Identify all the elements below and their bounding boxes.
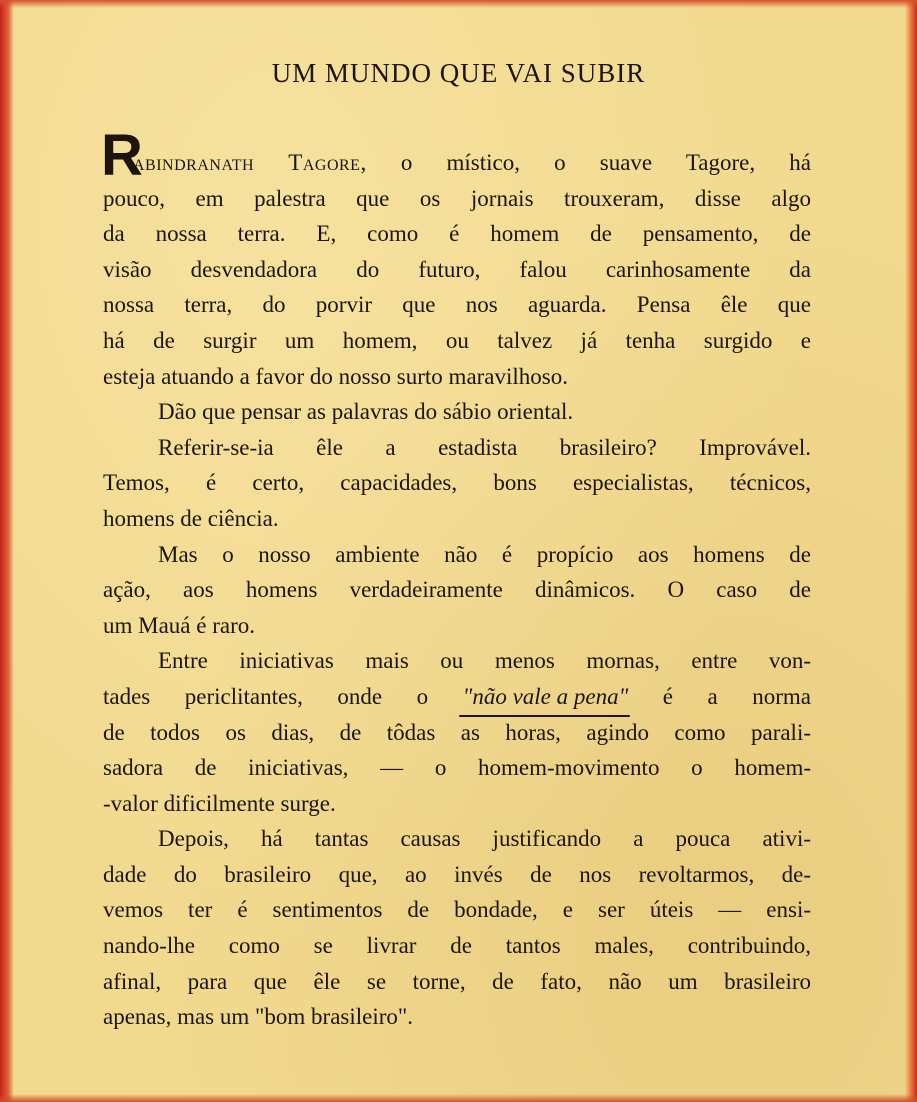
text-line: nossa terra, do porvir que nos aguarda. Pensa êle que [103, 292, 811, 318]
page-edge-left [0, 0, 14, 1102]
text-line: dade do brasileiro que, ao invés de nos revoltarmos, de- [103, 861, 811, 887]
text-line-part: tades periclitantes, onde o [103, 683, 463, 709]
author-name-smallcaps: abindranath Tagore, [133, 150, 367, 175]
text-line: afinal, para que êle se torne, de fato, não um brasileiro [103, 968, 811, 994]
text-line [101, 123, 811, 188]
text-line: -valor dificilmente surge. [103, 790, 336, 816]
text-line: visão desvendadora do futuro, falou carinhosamente da [103, 256, 811, 282]
body-text [101, 123, 811, 1035]
text-line-part: é a norma [628, 683, 811, 709]
text-line: apenas, mas um "bom brasileiro". [103, 1004, 414, 1030]
text-line: Entre iniciativas mais ou menos mornas, entre von- [158, 648, 811, 674]
text-line: de todos os dias, de tôdas as horas, agindo como parali- [103, 719, 811, 745]
text-line: Dão que pensar as palavras do sábio oriental. [158, 399, 574, 425]
drop-cap: R [101, 123, 143, 188]
handwritten-underline-phrase: "não vale a pena" [463, 679, 629, 715]
page-edge-right [905, 0, 917, 1102]
page-edge-top [0, 0, 917, 8]
text-line: sadora de iniciativas, — o homem-movimento o homem- [103, 755, 811, 781]
text-line: há de surgir um homem, ou talvez já tenha surgido e [103, 327, 811, 353]
text-line: Temos, é certo, capacidades, bons especialistas, técnicos, [103, 470, 811, 496]
text-line: da nossa terra. E, como é homem de pensamento, de [103, 221, 811, 247]
text-line [103, 679, 811, 715]
text-line: homens de ciência. [103, 505, 279, 531]
text-line: Mas o nosso ambiente não é propício aos homens de [158, 541, 811, 567]
text-line: Referir-se-ia êle a estadista brasileiro? Improvável. [158, 434, 811, 460]
page-title: UM MUNDO QUE VAI SUBIR [271, 58, 646, 88]
text-line-content: o místico, o suave Tagore, há [366, 150, 811, 175]
text-line: ação, aos homens verdadeiramente dinâmicos. O caso de [103, 577, 811, 603]
text-line: Depois, há tantas causas justificando a pouca ativi- [158, 826, 811, 852]
page-edge-bottom [0, 1094, 917, 1102]
text-line: um Mauá é raro. [103, 612, 255, 638]
text-line: pouco, em palestra que os jornais trouxeram, disse algo [103, 185, 811, 211]
text-line: esteja atuando a favor do nosso surto maravilhoso. [103, 363, 568, 389]
text-line: vemos ter é sentimentos de bondade, e ser úteis — ensi- [103, 897, 811, 923]
text-line: nando-lhe como se livrar de tantos males, contribuindo, [103, 933, 811, 959]
